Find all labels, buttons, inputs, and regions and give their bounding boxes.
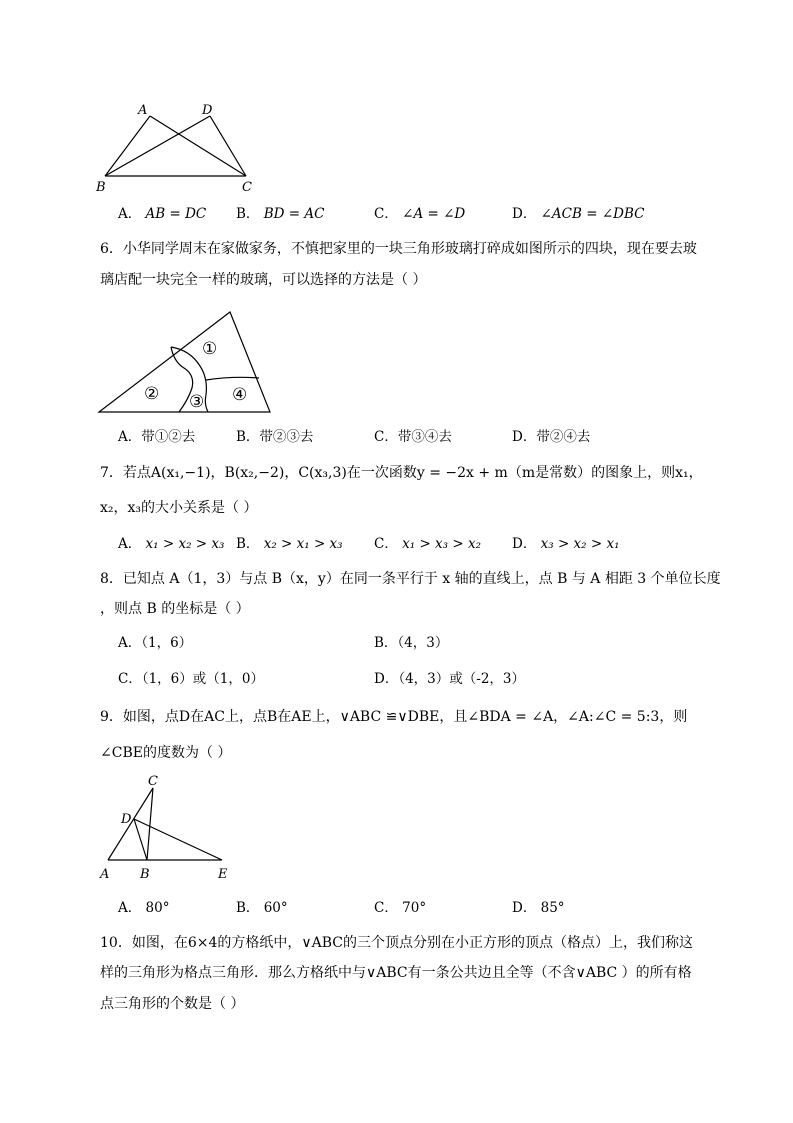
q6-stem-line2: 璃店配一块完全一样的玻璃，可以选择的方法是（ ） [100, 272, 427, 288]
q7-option-d[interactable]: D． x₃ > x₂ > x₁ [512, 536, 620, 552]
q6-option-a[interactable]: A．带①②去 [118, 429, 196, 445]
q8-option-a[interactable]: A．（1，6） [118, 635, 193, 651]
label-A: A [100, 867, 110, 882]
q5-option-a[interactable]: A． AB = DC [118, 206, 207, 222]
q9-option-d[interactable]: D． 85° [512, 900, 565, 916]
piece-1-label: ① [202, 339, 218, 359]
q6-stem-line1: 6．小华同学周末在家做家务，不慎把家里的一块三角形玻璃打碎成如图所示的四块，现在要去玻 [100, 241, 697, 257]
piece-3-label: ③ [189, 392, 205, 412]
q6-option-d[interactable]: D．带②④去 [512, 429, 591, 445]
label-D: D [202, 103, 213, 118]
label-B: B [140, 867, 150, 882]
q5-option-c[interactable]: C． ∠A = ∠D [374, 206, 466, 222]
label-C: C [148, 774, 158, 789]
figure-q6-broken-glass [92, 300, 282, 420]
q7-stem-line2: x₂，x₃的大小关系是（ ） [100, 500, 258, 516]
q8-stem-line1: 8．已知点 A（1，3）与点 B（x，y）在同一条平行于 x 轴的直线上，点 B 与 A 相距 3 个单位长度 [100, 571, 721, 587]
q9-option-a[interactable]: A． 80° [118, 900, 170, 916]
q8-option-b[interactable]: B．（4，3） [374, 635, 449, 651]
q8-option-d[interactable]: D．（4，3）或（-2，3） [374, 671, 525, 687]
q10-stem-line1: 10．如图，在6×4的方格纸中，∨ABC的三个顶点分别在小正方形的顶点（格点）上，我们称这 [100, 935, 693, 951]
q6-option-b[interactable]: B．带②③去 [236, 429, 314, 445]
q10-stem-line3: 点三角形的个数是（ ） [100, 996, 245, 1012]
q7-stem-line1: 7．若点A(x₁,−1)，B(x₂,−2)，C(x₃,3)在一次函数y = −2x + m（m是常数）的图象上，则x₁， [100, 465, 703, 481]
q9-option-c[interactable]: C． 70° [374, 900, 427, 916]
q9-stem-line1: 9．如图，点D在AC上，点B在AE上，∨ABC ≌∨DBE，且∠BDA = ∠A，∠A:∠C = 5:3，则 [100, 709, 688, 725]
figure-q9-triangles [92, 772, 242, 884]
q9-option-b[interactable]: B． 60° [236, 900, 288, 916]
q6-option-c[interactable]: C．带③④去 [374, 429, 452, 445]
q10-stem-line2: 样的三角形为格点三角形．那么方格纸中与∨ABC有一条公共边且全等（不含∨ABC ）的所有格 [100, 965, 692, 981]
q8-option-c[interactable]: C．（1，6）或（1，0） [118, 671, 264, 687]
piece-2-label: ② [144, 384, 160, 404]
q5-option-d[interactable]: D． ∠ACB = ∠DBC [512, 206, 645, 222]
q8-stem-line2: ，则点 B 的坐标是（ ） [100, 601, 250, 617]
figure-q5-triangles [92, 96, 272, 196]
label-E: E [218, 867, 228, 882]
piece-4-label: ④ [232, 385, 248, 405]
label-B: B [96, 180, 106, 195]
q7-option-b[interactable]: B． x₂ > x₁ > x₃ [236, 536, 343, 552]
q9-stem-line2: ∠CBE的度数为（ ） [100, 745, 232, 761]
label-A: A [138, 103, 148, 118]
label-C: C [242, 180, 252, 195]
q7-option-a[interactable]: A． x₁ > x₂ > x₃ [118, 536, 225, 552]
q7-option-c[interactable]: C． x₁ > x₃ > x₂ [374, 536, 482, 552]
label-D: D [121, 812, 132, 827]
q5-option-b[interactable]: B． BD = AC [236, 206, 325, 222]
